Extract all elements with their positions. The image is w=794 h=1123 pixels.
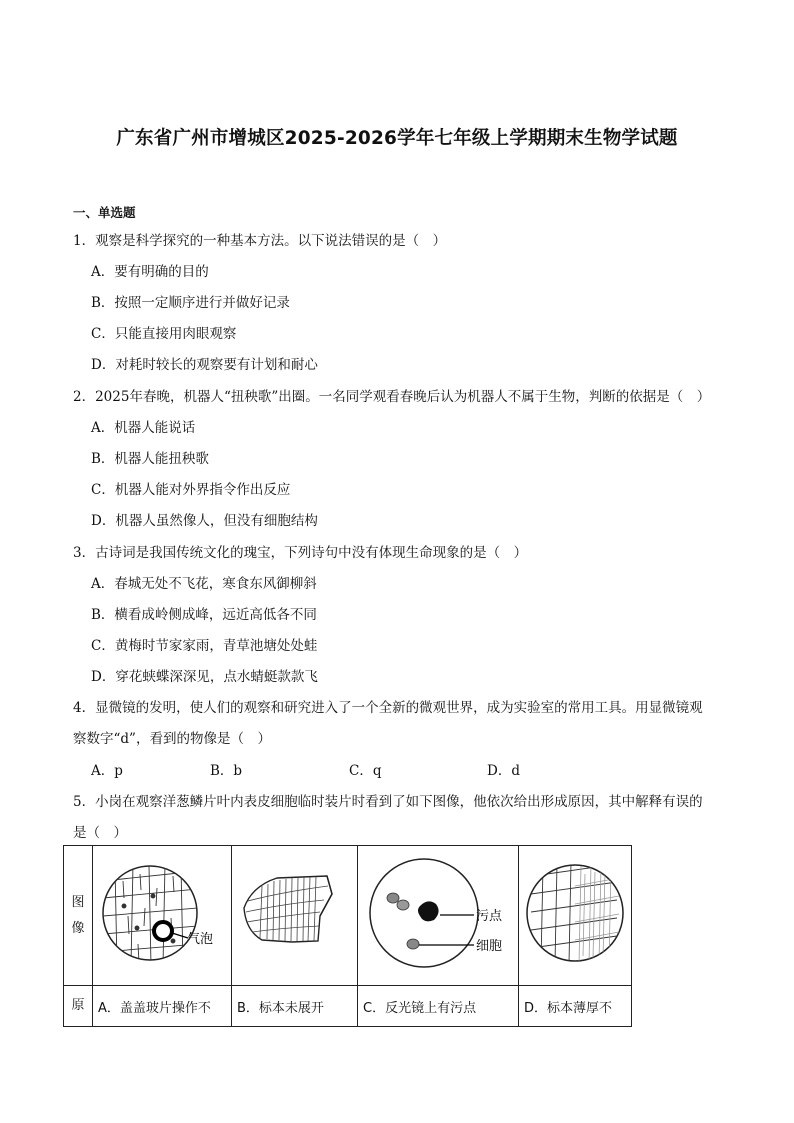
question-4-option-d: D．d <box>487 763 520 779</box>
question-2-option-d: D．机器人虽然像人，但没有细胞结构 <box>91 513 318 529</box>
image-a-cell <box>93 846 232 986</box>
image-a-air-bubble <box>93 846 231 981</box>
table-row-header-reason: 原 <box>64 986 93 1027</box>
section-heading: 一、单选题 <box>73 205 136 220</box>
question-2-option-c: C．机器人能对外界指令作出反应 <box>91 482 291 498</box>
page-title: 广东省广州市增城区2025-2026学年七年级上学期期末生物学试题 <box>116 128 678 149</box>
question-3-stem: 3．古诗词是我国传统文化的瑰宝，下列诗句中没有体现生命现象的是（ ） <box>73 545 528 561</box>
question-4-stem-line1: 4．显微镜的发明，使人们的观察和研究进入了一个全新的微观世界，成为实验室的常用工具。用显微镜观 <box>73 700 703 716</box>
question-2-option-b: B．机器人能扭秧歌 <box>91 451 209 467</box>
caption-c: C．反光镜上有污点 <box>358 986 519 1027</box>
label-spot: 污点 <box>476 909 503 924</box>
caption-b: B．标本未展开 <box>232 986 358 1027</box>
question-5-stem-line1: 5．小岗在观察洋葱鳞片叶内表皮细胞临时装片时看到了如下图像，他依次给出形成原因，其中解释有误的 <box>73 794 703 810</box>
question-3-option-d: D．穿花蛱蝶深深见，点水蜻蜓款款飞 <box>91 669 318 685</box>
caption-d: D．标本薄厚不 <box>519 986 632 1027</box>
question-1-option-c: C．只能直接用肉眼观察 <box>91 326 237 342</box>
question-4-option-b: B．b <box>210 763 243 779</box>
question-2-stem: 2．2025年春晚，机器人“扭秧歌”出圈。一名同学观看春晚后认为机器人不属于生物，判断的依据是（ ） <box>73 389 711 405</box>
image-c-dirty-reflector <box>358 846 518 981</box>
question-5-stem-line2: 是（ ） <box>73 825 127 841</box>
image-b-cell <box>232 846 358 986</box>
question-4-stem-line2: 察数字“d”，看到的物像是（ ） <box>73 731 271 747</box>
question-4-option-a: A．p <box>91 763 123 779</box>
image-c-cell <box>358 846 519 986</box>
question-1-option-a: A．要有明确的目的 <box>91 264 209 280</box>
image-b-folded-specimen <box>232 846 357 981</box>
question-3-option-a: A．春城无处不飞花，寒食东风御柳斜 <box>91 576 317 592</box>
label-cell: 细胞 <box>476 939 503 954</box>
question-5-table <box>63 845 632 1027</box>
question-4-option-c: C．q <box>349 763 382 779</box>
caption-a: A．盖盖玻片操作不 <box>93 986 232 1027</box>
question-1-option-b: B．按照一定顺序进行并做好记录 <box>91 295 290 311</box>
table-row-header-image <box>64 846 93 986</box>
question-3-option-c: C．黄梅时节家家雨，青草池塘处处蛙 <box>91 638 318 654</box>
question-3-option-b: B．横看成岭侧成峰，远近高低各不同 <box>91 607 317 623</box>
row-header-image-text: 图像 <box>71 894 85 936</box>
label-air-bubble: 气泡 <box>187 932 214 947</box>
question-2-option-a: A．机器人能说话 <box>91 420 196 436</box>
image-d-cell <box>519 846 632 986</box>
question-1-stem: 1．观察是科学探究的一种基本方法。以下说法错误的是（ ） <box>73 233 447 249</box>
image-d-uneven-specimen <box>519 846 631 981</box>
question-1-option-d: D．对耗时较长的观察要有计划和耐心 <box>91 357 318 373</box>
